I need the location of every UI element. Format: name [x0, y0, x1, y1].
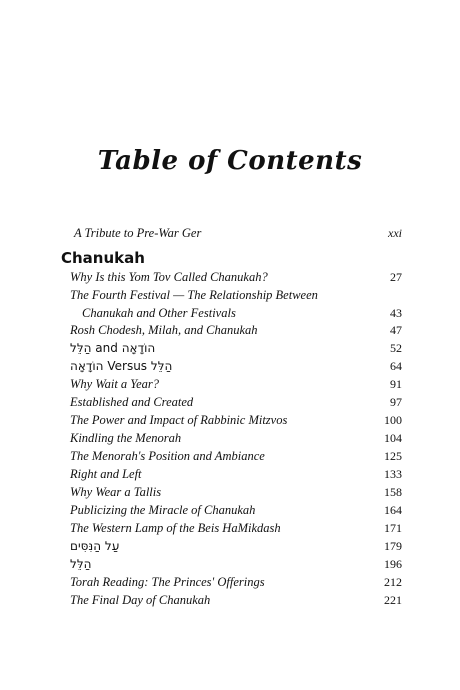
toc-entry — [0, 304, 460, 322]
toc-entry — [0, 357, 460, 375]
toc-entry-title: The Menorah's Position and Ambiance — [70, 449, 265, 463]
toc-entry — [0, 519, 460, 537]
toc-entry-title: The Fourth Festival — The Relationship Between — [70, 288, 318, 302]
toc-entry — [0, 555, 460, 573]
toc-entry-title: The Power and Impact of Rabbinic Mitzvos — [70, 413, 288, 427]
section-heading: Chanukah — [61, 249, 145, 267]
toc-entry-page: 171 — [384, 521, 402, 535]
toc-entry-page: 164 — [384, 503, 402, 517]
toc-entry — [0, 429, 460, 447]
toc-entry-title: Why Is this Yom Tov Called Chanukah? — [70, 270, 268, 284]
page-title: Table of Contents — [97, 146, 363, 176]
toc-entry-page: 158 — [384, 485, 402, 499]
toc-entry-page: 43 — [390, 306, 402, 320]
toc-entry-title: Why Wait a Year? — [70, 377, 160, 391]
toc-entry-page: 64 — [390, 359, 402, 373]
toc-entry — [0, 573, 460, 591]
toc-entry — [0, 339, 460, 357]
toc-entry-title: Kindling the Menorah — [70, 431, 182, 445]
toc-entry-page: 133 — [384, 467, 402, 481]
toc-entry — [0, 465, 460, 483]
toc-entry-title: Torah Reading: The Princes' Offerings — [70, 575, 265, 589]
toc-entry-title: A Tribute to Pre-War Ger — [74, 226, 202, 240]
toc-entry-page: 104 — [384, 431, 402, 445]
toc-entry-page: 125 — [384, 449, 402, 463]
toc-entry-title: Chanukah and Other Festivals — [82, 306, 236, 320]
toc-entry-title: הַלֵּל and הוֹדָאָה — [70, 341, 156, 355]
toc-entry-page: xxi — [388, 226, 402, 240]
toc-entry-title: Publicizing the Miracle of Chanukah — [70, 503, 256, 517]
toc-entry-title: Right and Left — [70, 467, 142, 481]
toc-entry-title: The Western Lamp of the Beis HaMikdash — [70, 521, 281, 535]
toc-entry-page: 221 — [384, 593, 402, 607]
toc-entry-title: הַלֵּל — [70, 557, 92, 571]
toc-entry-title: Why Wear a Tallis — [70, 485, 162, 499]
toc-entry — [0, 483, 460, 501]
toc-entry-title: הוֹדָאָה Versus הַלֵּל — [70, 359, 173, 373]
toc-entry-title: Established and Created — [70, 395, 194, 409]
toc-entry-page: 27 — [390, 270, 402, 284]
toc-entry-page: 100 — [384, 413, 402, 427]
toc-entry-page: 52 — [390, 341, 402, 355]
toc-entry-page: 47 — [390, 323, 402, 337]
toc-entry — [0, 411, 460, 429]
toc-entry — [0, 393, 460, 411]
toc-entry-title: The Final Day of Chanukah — [70, 593, 211, 607]
toc-entry-title: עַל הַנִּסִּים — [70, 539, 120, 553]
toc-entry-page: 179 — [384, 539, 402, 553]
toc-entry-tribute — [0, 224, 460, 242]
toc-entry — [0, 286, 460, 304]
toc-entry — [0, 501, 460, 519]
toc-entry-page: 212 — [384, 575, 402, 589]
toc-entry — [0, 537, 460, 555]
toc-entry — [0, 375, 460, 393]
toc-entry-page: 91 — [390, 377, 402, 391]
toc-entry — [0, 268, 460, 286]
toc-entry-title: Rosh Chodesh, Milah, and Chanukah — [70, 323, 258, 337]
toc-entry-page: 97 — [390, 395, 402, 409]
toc-entry — [0, 591, 460, 609]
toc-entry-page: 196 — [384, 557, 402, 571]
toc-entry — [0, 321, 460, 339]
toc-entry — [0, 447, 460, 465]
